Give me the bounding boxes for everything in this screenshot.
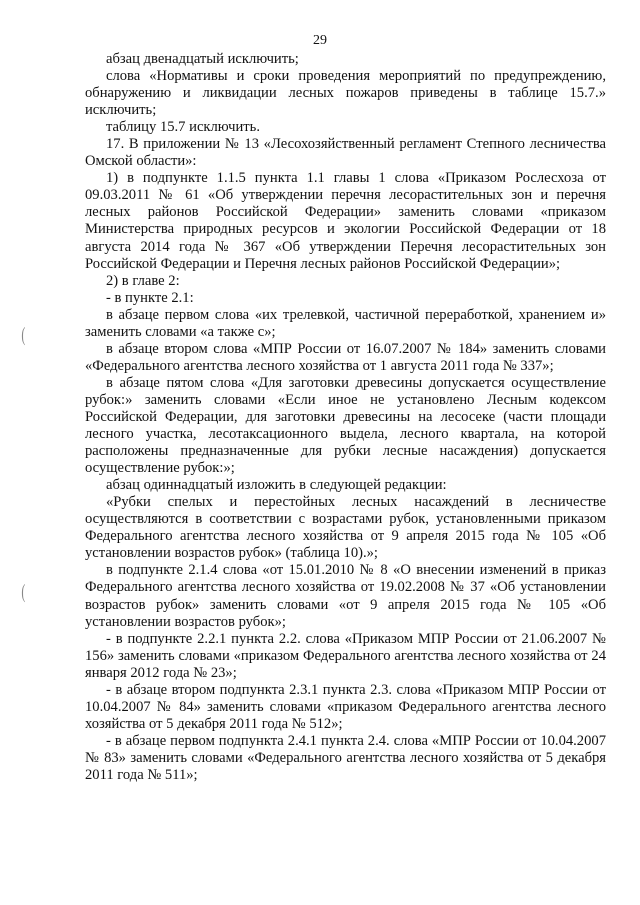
paragraph: слова «Нормативы и сроки проведения мероприятий по предупреждению, обнаружению и ликвидации лесных пожаров приведены в таблице 15.7.» исключить; bbox=[85, 68, 606, 119]
paragraph: абзац двенадцатый исключить; bbox=[106, 51, 299, 67]
paragraph: в абзаце втором слова «МПР России от 16.07.2007 № 184» заменить словами «Федерального агентства лесного хозяйства от 1 августа 2011 года № 337»; bbox=[85, 340, 606, 374]
document-body bbox=[85, 51, 606, 784]
paragraph: 2) в главе 2: bbox=[106, 272, 180, 289]
paragraph: - в пункте 2.1: bbox=[106, 289, 194, 306]
paragraph: - в абзаце втором подпункта 2.3.1 пункта 2.3. слова «Приказом МПР России от 10.04.2007 № 84» заменить словами «приказом Федерального агентства лесного хозяйства от 5 декабря 2011 года № 512»; bbox=[85, 681, 606, 732]
paragraph: абзац одиннадцатый изложить в следующей редакции: bbox=[106, 477, 447, 494]
paragraph: 1) в подпункте 1.1.5 пункта 1.1 главы 1 слова «Приказом Рослесхоза от 09.03.2011 № 61 «Об утверждении перечня лесорастительных зон и перечня лесных районов Российской Федерации» заменить словами «приказом Министерства природных ресурсов и экологии Российской Федерации от 18 августа 2014 года № 367 «Об утверждении Перечня лесорастительных зон Российской Федерации и Перечня лесных районов Российской Федерации»; bbox=[85, 170, 606, 272]
paragraph: 17. В приложении № 13 «Лесохозяйственный регламент Степного лесничества Омской области»: bbox=[85, 136, 606, 170]
paragraph: в абзаце первом слова «их трелевкой, частичной переработкой, хранением и» заменить словами «а также с»; bbox=[85, 306, 606, 340]
page-number: 29 bbox=[313, 33, 327, 48]
paragraph: таблицу 15.7 исключить. bbox=[106, 119, 260, 136]
paragraph: - в абзаце первом подпункта 2.4.1 пункта 2.4. слова «МПР России от 10.04.2007 № 83» заменить словами «Федерального агентства лесного хозяйства от 5 декабря 2011 года № 511»; bbox=[85, 732, 606, 783]
scan-margin-mark: ( bbox=[21, 581, 26, 603]
paragraph: - в подпункте 2.2.1 пункта 2.2. слова «Приказом МПР России от 21.06.2007 № 156» заменить словами «приказом Федерального агентства лесного хозяйства от 24 января 2012 года № 23»; bbox=[85, 630, 606, 681]
paragraph: в абзаце пятом слова «Для заготовки древесины допускается осуществление рубок:» заменить словами «Если иное не установлено Лесным кодексом Российской Федерации, для заготовки древесины на лесосеке (части площади лесного участка, лесотаксационного выдела, лесного квартала, на которой расположены предназначенные для рубки лесные насаждения) допускается осуществление рубок:»; bbox=[85, 374, 606, 477]
scan-margin-mark: ( bbox=[21, 324, 26, 346]
paragraph: в подпункте 2.1.4 слова «от 15.01.2010 № 8 «О внесении изменений в приказ Федерального агентства лесного хозяйства от 19.02.2008 № 37 «Об установлении возрастов рубок» заменить словами «от 9 апреля 2015 года № 105 «Об установлении возрастов рубок»; bbox=[85, 562, 606, 630]
paragraph: «Рубки спелых и перестойных лесных насаждений в лесничестве осуществляются в соответствии с возрастами рубок, установленными приказом Федерального агентства лесного хозяйства от 9 апреля 2015 года № 105 «Об установлении возрастов рубок» (таблица 10).»; bbox=[85, 494, 606, 562]
